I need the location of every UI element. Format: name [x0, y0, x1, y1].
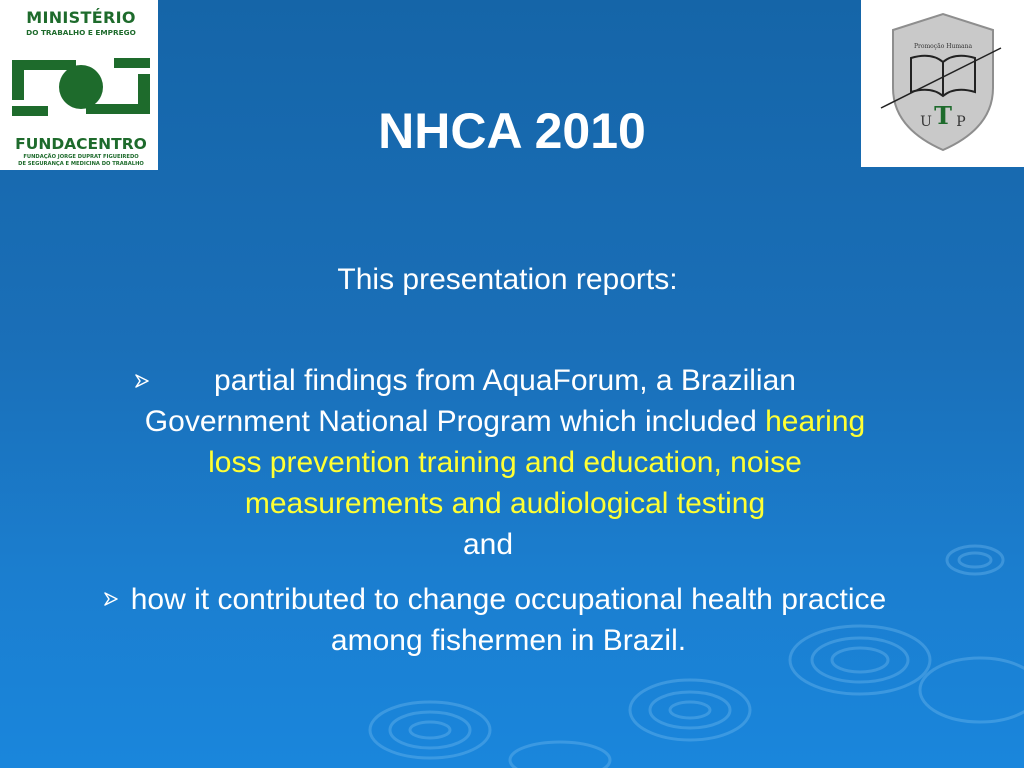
slide-intro: This presentation reports:	[337, 263, 678, 296]
logo-left-title: MINISTÉRIO	[26, 8, 136, 27]
connector-text: and	[462, 528, 514, 561]
slide-title: NHCA 2010	[378, 103, 646, 159]
bullet-item-2: how it contributed to change occupational health practice among fishermen in Brazil.	[130, 583, 887, 657]
logo-left-name: FUNDACENTRO	[15, 135, 147, 153]
arrow-bullet-icon	[103, 591, 119, 607]
logo-left-tagline-line2: DE SEGURANÇA E MEDICINA DO TRABALHO	[18, 160, 144, 167]
logo-left-tagline-line1: FUNDAÇÃO JORGE DUPRAT FIGUEIREDO	[23, 154, 139, 160]
logo-left-subtitle: DO TRABALHO E EMPREGO	[26, 28, 136, 37]
bullet-1-highlight-text: hearing loss prevention training and education, noise measurements and audiological testing	[208, 405, 866, 520]
utp-letter-u: U	[920, 114, 932, 130]
utp-letter-t: T	[934, 101, 952, 130]
bullet-item-1	[135, 360, 875, 524]
bullet-1-text: partial findings from AquaForum, a Brazilian Government National Program which included	[144, 364, 796, 438]
utp-letter-p: P	[956, 114, 966, 130]
utp-top-text: Promoção Humana	[913, 43, 973, 50]
